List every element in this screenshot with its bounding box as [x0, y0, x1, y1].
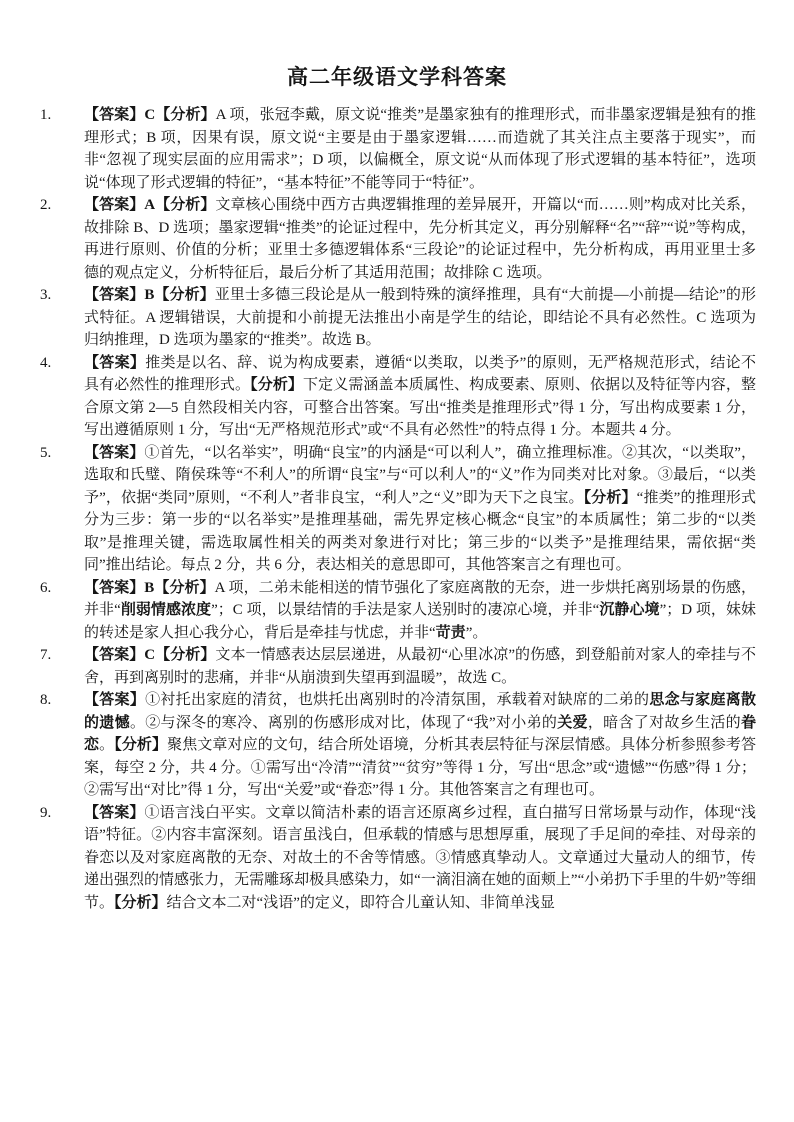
- body-text: A 项，二弟未能相送的情节强化了家庭离散的无奈，进一步烘托离别场景的伤感，并非“: [84, 579, 756, 618]
- item-number: 7.: [40, 647, 52, 663]
- emphasis-text: 【答案】A【分析】: [84, 197, 216, 213]
- emphasis-text: 【答案】: [84, 804, 145, 821]
- item-number: 4.: [40, 354, 52, 371]
- emphasis-text: 【答案】C【分析】: [84, 107, 216, 123]
- body-text: 亚里士多德三段论是从一般到特殊的演绎推理，具有“大前提—小前提—结论”的形式特征。A 逻辑错误，大前提和小前提无法推出小南是学生的结论，即结论不具有必然性。C 选项为归纳推理，D 选项为墨家的“推类”。故选 B。: [84, 287, 756, 348]
- answer-item: [38, 577, 756, 645]
- item-text: [84, 442, 756, 577]
- emphasis-text: 【答案】B【分析】: [84, 287, 215, 303]
- item-number: 1.: [40, 107, 52, 123]
- item-text: [84, 352, 756, 442]
- body-text: ①语言浅白平实。文章以简洁朴素的语言还原离乡过程，直白描写日常场景与动作，体现“浅语”特征。②内容丰富深刻。语言虽浅白，但承载的情感与思想厚重，展现了手足间的牵挂、对母亲的眷恋以及对家庭离散的无奈、对故土的不舍等情感。③情感真挚动人。文章通过大量动人的细节，传递出强烈的情感张力，无需雕琢却极具感染力，如“一滴泪滴在她的面颊上”“小弟扔下手里的牛奶”等细节。: [84, 804, 756, 911]
- item-text: [84, 577, 756, 645]
- emphasis-text: 思念与家庭离散的遗憾: [84, 692, 756, 731]
- emphasis-text: 【答案】: [84, 354, 146, 371]
- body-text: ①首先，“以名举实”，明确“良宝”的内涵是“可以利人”，确立推理标准。②其次，“以类取”，选取和氏璧、隋侯珠等“不利人”的所谓“良宝”与“可以利人”的“义”作为同类对比对象。③最后，“以类予”，依据“类同”原则，“不利人”者非良宝，“利人”之“义”即为天下之良宝。: [84, 444, 756, 506]
- answer-item: [38, 442, 756, 577]
- item-text: [84, 194, 756, 284]
- body-text: 结合文本二对“浅语”的定义，即符合儿童认知、非简单浅显: [166, 894, 555, 911]
- item-number: 9.: [40, 804, 52, 821]
- answer-item: [38, 194, 756, 284]
- emphasis-text: 【答案】B【分析】: [84, 579, 215, 596]
- answer-item: [38, 352, 756, 442]
- body-text: 文章核心围绕中西方古典逻辑推理的差异展开，开篇以“而……则”构成对比关系，故排除 B、D 选项；墨家逻辑“推类”的论证过程中，先分析其定义，再分别解释“名”“辞”“说”等构成，再进行原则、价值的分析；亚里士多德逻辑体系“三段论”的论证过程中，先分析构成，再用亚里士多德的观点定义，分析特征后，最后分析了其适用范围；故排除 C 选项。: [84, 197, 756, 281]
- body-text: 聚焦文章对应的文句，结合所处语境，分析其表层特征与深层情感。具体分析参照参考答案，每空 2 分，共 4 分。①需写出“冷清”“清贫”“贫穷”等得 1 分，写出“思念”或“遗憾”“伤感”得 1 分；②需写出“对比”得 1 分，写出“关爱”或“眷恋”得 1 分。其他答案言之有理也可。: [84, 737, 756, 798]
- answer-item: [38, 104, 756, 194]
- emphasis-text: 【答案】C【分析】: [84, 647, 216, 663]
- body-text: 下定义需涵盖本质属性、构成要素、原则、依据以及特征等内容，整合原文第 2—5 自然段相关内容，可整合出答案。写出“推类是推理形式”得 1 分，写出构成要素 1 分，写出遵循原则 1 分，写出“无严格规范形式”或“不具有必然性”的特点得 1 分。本题共 4 分。: [84, 377, 756, 438]
- item-number: 2.: [40, 197, 52, 213]
- emphasis-text: 关爱: [557, 714, 588, 731]
- body-text: 推类是以名、辞、说为构成要素，遵循“以类取，以类予”的原则，无严格规范形式，结论不具有必然性的推理形式。: [84, 354, 756, 393]
- emphasis-text: 削弱情感浓度: [120, 602, 212, 618]
- emphasis-text: 【分析】: [583, 489, 637, 506]
- item-number: 8.: [40, 692, 52, 708]
- emphasis-text: 沉静心境: [599, 602, 660, 618]
- item-number: 5.: [40, 444, 52, 461]
- page-title: 高二年级语文学科答案: [287, 65, 507, 89]
- item-text: [84, 284, 756, 352]
- emphasis-text: 眷恋: [84, 714, 756, 753]
- emphasis-text: 苛责: [435, 624, 466, 641]
- body-text: ”。: [465, 624, 488, 641]
- emphasis-text: 【答案】: [84, 444, 145, 461]
- answer-list: [38, 104, 756, 914]
- answer-item: [38, 689, 756, 802]
- item-text: [84, 689, 756, 802]
- emphasis-text: 【分析】: [114, 894, 167, 911]
- body-text: “推类”的推理形式分为三步：第一步的“以名举实”是推理基础，需先界定核心概念“良宝”的本质属性；第二步的“以类取”是推理关键，需选取属性相关的两类对象进行对比；第三步的“以类予”是推理结果，需依据“类同”推出结论。每点 2 分，共 6 分，表达相关的意思即可，其他答案言之有理也可。: [84, 489, 756, 573]
- emphasis-text: 【分析】: [250, 377, 304, 393]
- body-text: ，暗含了对故乡生活的: [587, 714, 741, 731]
- answer-item: [38, 644, 756, 689]
- item-number: 6.: [40, 579, 52, 596]
- body-text: ”；C 项，以景结情的手法是家人送别时的凄凉心境，并非“: [211, 602, 600, 618]
- item-number: 3.: [40, 287, 52, 303]
- body-text: A 项，张冠李戴，原文说“推类”是墨家独有的推理形式，而非墨家逻辑是独有的推理形式；B 项，因果有误，原文说“主要是由于墨家逻辑……而造就了其关注点主要落于现实”，而非“忽视了现实层面的应用需求”；D 项，以偏概全，原文说“从而体现了形式逻辑的基本特征”，选项说“体现了形式逻辑的特征”，“基本特征”不能等同于“特征”。: [84, 107, 756, 191]
- body-text: 文本一情感表达层层递进，从最初“心里冰凉”的伤感，到登船前对家人的牵挂与不舍，再到离别时的悲痛，并非“从崩溃到失望再到温暖”，故选 C。: [84, 647, 756, 686]
- item-text: [84, 644, 756, 689]
- body-text: ”；D 项，妹妹的转述是家人担心我分心，背后是牵挂与忧虑，并非“: [84, 602, 756, 641]
- emphasis-text: 【答案】: [84, 692, 146, 708]
- emphasis-text: 【分析】: [114, 737, 168, 753]
- body-text: ①衬托出家庭的清贫，也烘托出离别时的冷清氛围，承载着对缺席的二弟的: [145, 692, 650, 708]
- item-text: [84, 802, 756, 915]
- answer-item: [38, 284, 756, 352]
- item-text: [84, 104, 756, 194]
- body-text: 。②与深冬的寒冷、离别的伤感形成对比，体现了“我”对小弟的: [129, 714, 558, 731]
- answer-item: [38, 802, 756, 915]
- body-text: 。: [99, 737, 115, 753]
